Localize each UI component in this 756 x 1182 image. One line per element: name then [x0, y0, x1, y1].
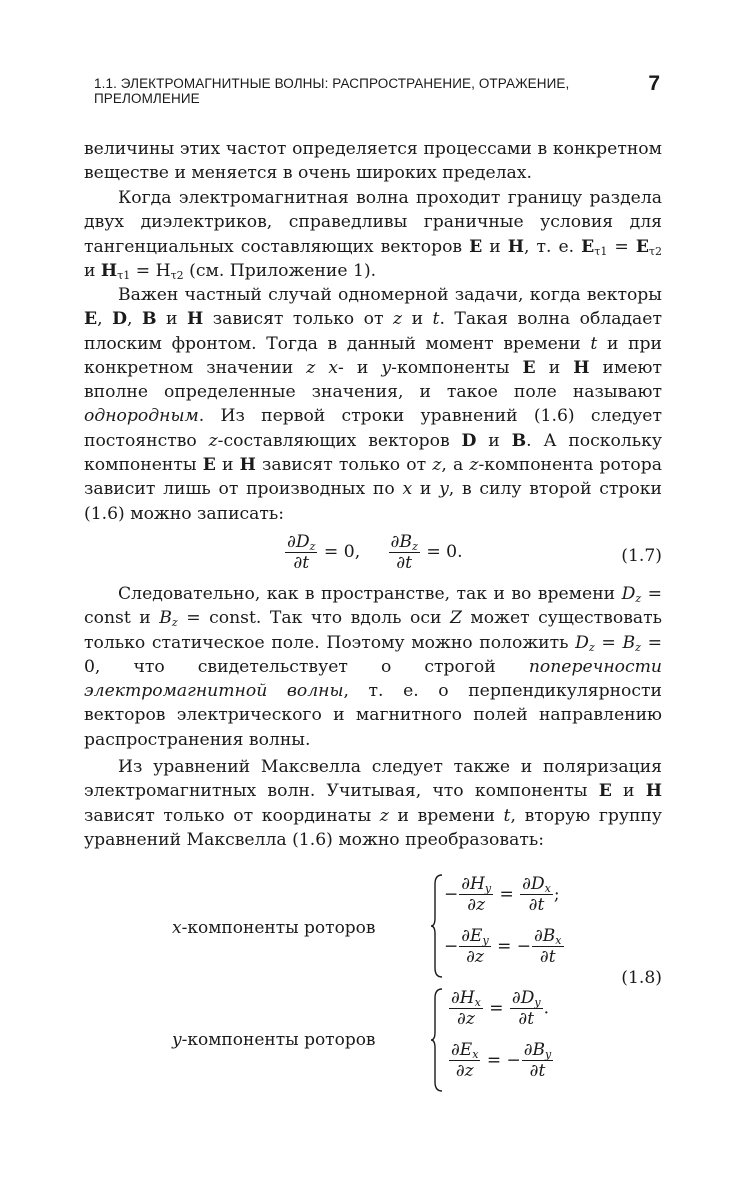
subscript: y — [484, 882, 492, 895]
fraction-dEy-dz — [459, 926, 490, 967]
text-run: зависят только от — [203, 309, 394, 330]
subscript: τ2 — [170, 268, 184, 282]
var-t: t — [538, 1061, 546, 1081]
text-run: -компоненты — [391, 357, 523, 378]
running-title: 1.1. ЭЛЕКТРОМАГНИТНЫЕ ВОЛНЫ: РАСПРОСТРАНЕНИЕ, ОТРАЖЕНИЕ, ПРЕЛОМЛЕНИЕ — [94, 76, 570, 106]
partial-symbol: ∂ — [528, 895, 538, 915]
var-z: z — [469, 455, 479, 476]
text-run: (см. Приложение 1). — [183, 260, 377, 281]
var-x: x — [172, 918, 182, 938]
var-t: t — [302, 553, 310, 573]
var-y: y — [381, 357, 392, 378]
partial-symbol: ∂ — [467, 895, 477, 915]
var-t: t — [503, 805, 511, 826]
fraction-dHy-dz — [459, 874, 493, 915]
subscript: z — [635, 592, 642, 605]
subscript: z — [588, 640, 595, 654]
equation-1-7 — [84, 532, 662, 582]
var-E: E — [459, 1040, 473, 1060]
paragraph-1 — [84, 137, 662, 186]
partial-symbol: ∂ — [461, 926, 471, 946]
text-run: и — [84, 260, 101, 281]
subscript: y — [534, 996, 541, 1009]
vector-H: H — [573, 357, 590, 378]
partial-symbol: ∂ — [390, 532, 400, 552]
var-z: z — [476, 895, 486, 915]
equation-row-y2 — [448, 1040, 554, 1081]
text-run: и — [535, 357, 574, 378]
var-B: B — [542, 926, 556, 946]
vector-B: B — [141, 309, 157, 330]
vector-H: H — [186, 309, 204, 330]
text-run: и — [611, 781, 646, 802]
var-t: t — [527, 1009, 535, 1029]
equals-sign: = — [494, 884, 520, 905]
vector-E: E — [522, 357, 536, 378]
var-z: z — [208, 430, 218, 451]
var-t: t — [537, 895, 545, 915]
var-t: t — [590, 333, 598, 354]
vector-E: E — [635, 236, 649, 257]
var-z-x: z x — [306, 357, 339, 378]
equals-sign: = — [483, 998, 509, 1019]
partial-symbol: ∂ — [451, 988, 460, 1008]
subscript: x — [544, 882, 551, 895]
var-z: z — [465, 1009, 475, 1029]
text-run: Следовательно, как в пространстве, так и во времени — [118, 584, 622, 604]
left-brace-icon — [430, 874, 444, 978]
subscript: z — [635, 640, 641, 654]
subscript: z — [412, 540, 418, 553]
subscript: x — [472, 1048, 479, 1061]
page-number: 7 — [648, 72, 660, 95]
partial-symbol: ∂ — [293, 553, 303, 573]
equals-zero: = 0. — [420, 542, 463, 562]
vector-E: E — [469, 236, 483, 257]
text-run: зависят только от координаты — [84, 805, 380, 826]
text-run: = — [607, 236, 636, 257]
subscript: z — [309, 540, 316, 553]
vector-E: E — [84, 309, 98, 330]
text-run: , а — [441, 455, 470, 476]
text-run: и — [482, 236, 508, 257]
subscript: y — [482, 934, 489, 947]
term-homogeneous: однородным — [84, 406, 199, 427]
y-components-label — [172, 1030, 376, 1050]
subscript: τ2 — [648, 244, 663, 258]
var-x: x — [402, 479, 413, 500]
var-z: z — [474, 947, 484, 967]
subscript: x — [474, 996, 481, 1009]
vector-E: E — [581, 236, 595, 257]
fraction-dBy-dt — [522, 1040, 554, 1081]
equation-1-7-body — [284, 532, 463, 573]
text-run: и — [412, 479, 440, 500]
subscript: x — [555, 934, 562, 947]
text-run: и при конкретном значении — [84, 333, 663, 378]
partial-symbol: ∂ — [518, 1009, 528, 1029]
text-run: и — [156, 309, 187, 330]
equals-zero: = 0, — [318, 542, 361, 562]
equals-minus-sign: = − — [481, 1050, 521, 1071]
text-run: , вторую группу уравнений Максвелла (1.6) можно преобразовать: — [84, 805, 662, 850]
var-z: z — [379, 805, 389, 826]
var-D: D — [520, 988, 535, 1008]
text-run: -составляющих векторов — [217, 430, 462, 451]
text-run: , в силу второй строки (1.6) можно записать: — [84, 479, 662, 524]
vector-H: H — [645, 781, 662, 802]
vector-D: D — [112, 309, 127, 330]
partial-symbol: ∂ — [457, 1009, 466, 1029]
vector-H: H — [239, 455, 256, 476]
text-run: и — [215, 455, 240, 476]
partial-symbol: ∂ — [533, 926, 543, 946]
equation-number: (1.7) — [621, 546, 662, 566]
vector-B: B — [511, 430, 527, 451]
vector-H: H — [100, 260, 118, 281]
subscript: τ1 — [117, 268, 131, 282]
var-Z: Z — [449, 608, 462, 629]
var-D: D — [575, 632, 589, 653]
fraction-dDz-dt — [285, 532, 317, 573]
vector-E: E — [598, 781, 612, 802]
var-E: E — [470, 926, 483, 946]
var-t: t — [548, 947, 556, 967]
var-B: B — [622, 632, 636, 653]
minus-sign: − — [444, 936, 459, 957]
fraction-dBz-dt — [389, 532, 420, 573]
paragraph-3 — [84, 283, 662, 526]
text-run: зависят только от — [255, 455, 433, 476]
equation-row-x2 — [444, 926, 565, 967]
text-run: . Из первой строки уравнений (1.6) следует постоянство — [84, 406, 662, 451]
equals-minus-sign: = − — [491, 936, 531, 957]
minus-sign: − — [444, 884, 459, 905]
equation-number: (1.8) — [621, 968, 662, 988]
text-run: , т. е. о перпендикулярности векторов электрического и магнитного полей направлению распространения волны. — [84, 681, 662, 750]
x-components-label — [172, 918, 376, 938]
text-run: Из уравнений Максвелла следует также и поляризация электромагнитных волн. Учитывая, что компоненты — [84, 757, 662, 802]
text-run: = const. Так что вдоль оси — [177, 608, 450, 629]
var-B: B — [159, 608, 172, 629]
vector-H: H — [507, 236, 525, 257]
var-D: D — [295, 532, 310, 552]
paragraph-1-text: величины этих частот определяется процессами в конкретном веществе и меняется в очень широких пределах. — [84, 139, 662, 184]
text-run: , — [97, 309, 113, 330]
partial-symbol: ∂ — [466, 947, 475, 967]
text-run: имеют вполне определенные значения, и такое поле называют — [84, 357, 662, 403]
var-B: B — [399, 532, 413, 552]
left-brace-icon — [430, 988, 444, 1092]
partial-symbol: ∂ — [539, 947, 549, 967]
text-run: , — [126, 309, 142, 330]
vector-D: D — [461, 430, 477, 451]
partial-symbol: ∂ — [523, 1040, 533, 1060]
var-y: y — [439, 479, 449, 500]
var-z: z — [464, 1061, 474, 1081]
partial-symbol: ∂ — [451, 1040, 460, 1060]
fraction-dEx-dz — [449, 1040, 480, 1081]
equation-row-y1 — [448, 988, 549, 1029]
var-D: D — [530, 874, 545, 894]
partial-symbol: ∂ — [511, 988, 521, 1008]
text-run: может существовать только статическое поле. Поэтому можно положить — [84, 608, 662, 653]
partial-symbol: ∂ — [461, 874, 471, 894]
text-run: = H — [130, 260, 171, 281]
var-z: z — [393, 309, 403, 330]
text-run: Важен частный случай одномерной задачи, когда векторы — [118, 285, 662, 305]
text-run: . А поскольку компоненты — [84, 430, 662, 476]
var-y: y — [172, 1030, 182, 1050]
text-run: и — [476, 430, 512, 451]
subscript: τ1 — [594, 244, 608, 258]
equation-row-x1 — [444, 874, 560, 915]
text-run: и времени — [388, 805, 504, 826]
period: . — [543, 998, 549, 1019]
text-run: . Такая волна обладает плоским фронтом. Тогда в данный момент времени — [84, 309, 662, 354]
text-run: = — [594, 632, 623, 653]
var-t: t — [405, 553, 413, 573]
text-run: - и — [338, 357, 382, 378]
fraction-dHx-dz — [449, 988, 483, 1029]
text-run: = const и — [84, 584, 662, 629]
var-H: H — [459, 988, 475, 1008]
partial-symbol: ∂ — [522, 874, 531, 894]
text-run: = 0, что свидетельствует о строгой — [84, 632, 662, 677]
text-run: Когда электромагнитная волна проходит границу раздела двух диэлектриков, справедливы граничные условия для тангенциальных составляющих векторов — [84, 188, 662, 257]
var-H: H — [470, 874, 485, 894]
text-run: , т. е. — [524, 236, 582, 257]
running-header — [94, 72, 662, 106]
partial-symbol: ∂ — [529, 1061, 539, 1081]
partial-symbol: ∂ — [396, 553, 406, 573]
label-text: -компоненты роторов — [181, 918, 376, 938]
text-run: и — [402, 309, 433, 330]
term-transversality: поперечности электромагнитной волны — [84, 656, 662, 702]
fraction-dDy-dt — [510, 988, 543, 1029]
fraction-dBx-dt — [532, 926, 564, 967]
equation-1-8 — [0, 868, 756, 1108]
var-D: D — [621, 584, 636, 604]
var-t: t — [432, 309, 440, 330]
subscript: y — [545, 1048, 552, 1061]
fraction-dDx-dt — [520, 874, 553, 915]
paragraph-5 — [84, 755, 662, 852]
var-z: z — [432, 455, 442, 476]
vector-E: E — [202, 455, 216, 476]
label-text: -компоненты роторов — [181, 1030, 376, 1050]
text-run: -компонента ротора зависит лишь от производных по — [84, 455, 663, 500]
partial-symbol: ∂ — [287, 532, 296, 552]
paragraph-4 — [84, 582, 662, 752]
var-B: B — [532, 1040, 546, 1060]
subscript: z — [171, 616, 178, 630]
paragraph-2 — [84, 186, 662, 283]
partial-symbol: ∂ — [455, 1061, 465, 1081]
semicolon: ; — [553, 884, 560, 905]
